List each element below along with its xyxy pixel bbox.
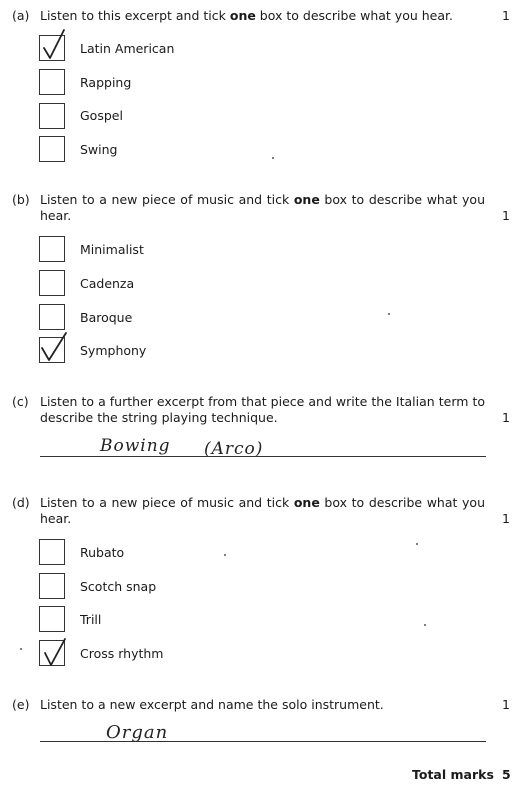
option-label: Trill <box>80 612 102 627</box>
question-e-marks: 1 <box>502 697 510 712</box>
checkbox-minimalist[interactable] <box>39 236 65 262</box>
option-label: Rapping <box>80 75 132 90</box>
checkbox-baroque[interactable] <box>39 304 65 330</box>
checkmark-icon <box>38 633 70 669</box>
total-marks-value: 5 <box>502 767 511 782</box>
question-c-label: (c) <box>12 394 29 409</box>
question-c-text: Listen to a further excerpt from that piece and write the Italian term to describe the string playing technique. <box>40 394 485 425</box>
stray-mark <box>424 624 426 626</box>
checkbox-rubato[interactable] <box>39 539 65 565</box>
handwritten-answer: Organ <box>106 722 169 743</box>
checkbox-swing[interactable] <box>39 136 65 162</box>
checkmark-icon <box>38 28 70 64</box>
stray-mark <box>388 313 390 315</box>
question-c-marks: 1 <box>502 410 510 425</box>
checkbox-latin-american[interactable] <box>39 35 65 61</box>
option-label: Rubato <box>80 545 125 560</box>
question-b-marks: 1 <box>502 208 510 223</box>
question-e-label: (e) <box>12 697 30 712</box>
question-a-marks: 1 <box>502 8 510 23</box>
checkbox-cadenza[interactable] <box>39 270 65 296</box>
option-label: Symphony <box>80 343 147 358</box>
answer-line[interactable] <box>40 741 486 742</box>
option-label: Cadenza <box>80 276 135 291</box>
question-e-text: Listen to a new excerpt and name the solo instrument. <box>40 697 384 712</box>
stray-mark <box>224 554 226 556</box>
option-label: Cross rhythm <box>80 646 164 661</box>
checkbox-trill[interactable] <box>39 606 65 632</box>
checkbox-gospel[interactable] <box>39 103 65 129</box>
total-marks-label: Total marks <box>412 767 494 782</box>
option-label: Latin American <box>80 41 175 56</box>
question-b-label: (b) <box>12 192 30 207</box>
option-label: Scotch snap <box>80 579 157 594</box>
option-label: Swing <box>80 142 118 157</box>
question-d-label: (d) <box>12 495 30 510</box>
handwritten-answer: (Arco) <box>204 439 264 459</box>
answer-line[interactable] <box>40 456 486 457</box>
question-a-text: Listen to this excerpt and tick one box to describe what you hear. <box>40 8 453 23</box>
question-a-label: (a) <box>12 8 30 23</box>
question-b-text: Listen to a new piece of music and tick one box to describe what you hear. <box>40 192 485 223</box>
checkbox-cross-rhythm[interactable] <box>39 640 65 666</box>
stray-mark <box>416 543 418 545</box>
stray-mark <box>272 157 274 159</box>
handwritten-answer: Bowing <box>100 436 171 456</box>
option-label: Minimalist <box>80 242 144 257</box>
checkbox-rapping[interactable] <box>39 69 65 95</box>
question-d-text: Listen to a new piece of music and tick one box to describe what you hear. <box>40 495 485 526</box>
checkbox-scotch-snap[interactable] <box>39 573 65 599</box>
option-label: Gospel <box>80 108 123 123</box>
question-d-marks: 1 <box>502 511 510 526</box>
checkmark-icon <box>38 330 70 366</box>
checkbox-symphony[interactable] <box>39 337 65 363</box>
option-label: Baroque <box>80 310 133 325</box>
stray-mark <box>20 648 22 650</box>
